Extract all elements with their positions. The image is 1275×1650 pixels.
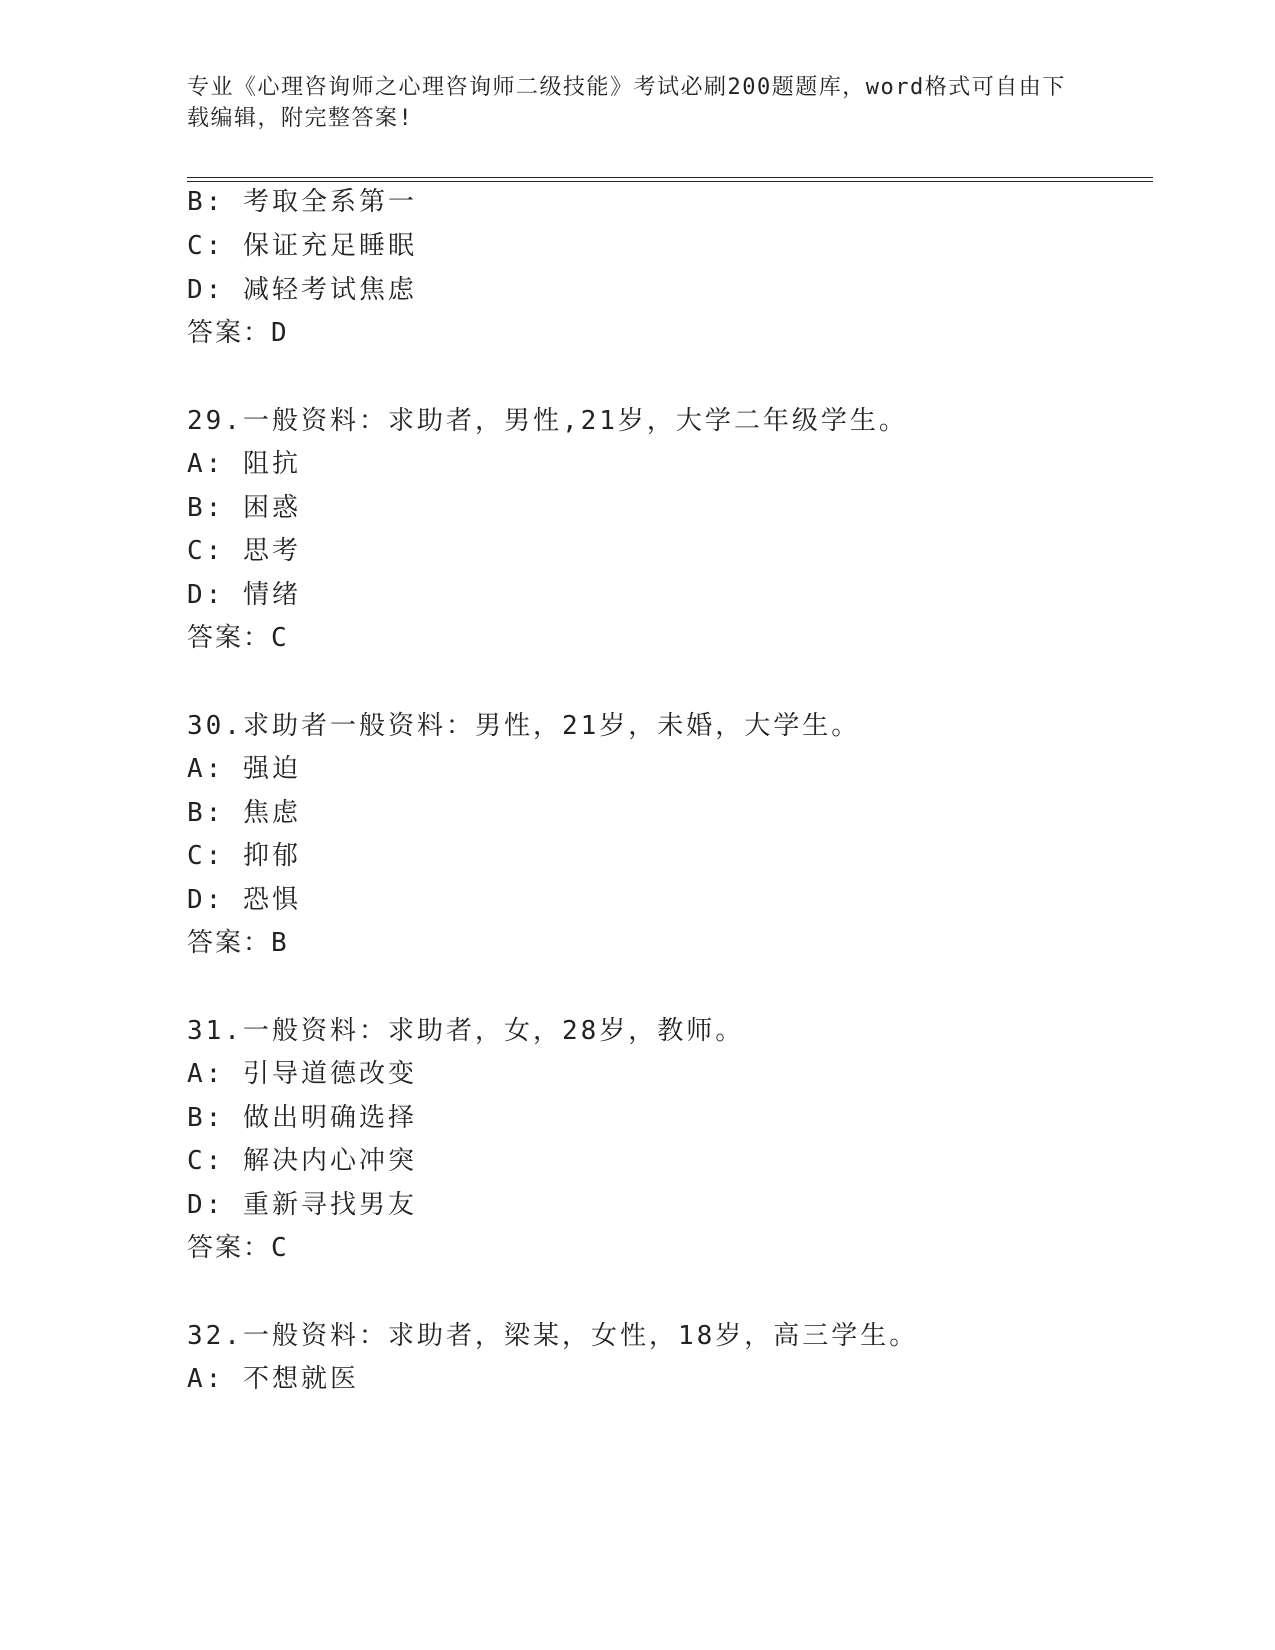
option-b-q29: B: 困惑	[187, 493, 301, 523]
answer-q31: 答案：C	[187, 1233, 289, 1263]
option-d-q31: D: 重新寻找男友	[187, 1190, 417, 1220]
option-d-q28: D: 减轻考试焦虑	[187, 275, 417, 305]
answer-q28: 答案：D	[187, 318, 289, 348]
question-31: 31.一般资料：求助者，女，28岁，教师。	[187, 1016, 745, 1046]
option-d-q29: D: 情绪	[187, 580, 301, 610]
option-c-q29: C: 思考	[187, 536, 301, 566]
option-c-q31: C: 解决内心冲突	[187, 1146, 417, 1176]
option-a-q29: A: 阻抗	[187, 449, 301, 479]
option-a-q30: A: 强迫	[187, 754, 301, 784]
option-b-q31: B: 做出明确选择	[187, 1103, 417, 1133]
option-c-q28: C: 保证充足睡眠	[187, 231, 417, 261]
document-header-text: 专业《心理咨询师之心理咨询师二级技能》考试必刷200题题库，word格式可自由下载编辑，附完整答案!	[187, 75, 1066, 131]
answer-q29: 答案：C	[187, 623, 289, 653]
option-b-q28: B: 考取全系第一	[187, 187, 417, 217]
option-d-q30: D: 恐惧	[187, 885, 301, 915]
option-a-q31: A: 引导道德改变	[187, 1059, 417, 1089]
answer-q30: 答案：B	[187, 928, 289, 958]
question-32: 32.一般资料：求助者，梁某，女性，18岁，高三学生。	[187, 1321, 919, 1351]
option-a-q32: A: 不想就医	[187, 1364, 359, 1394]
option-c-q30: C: 抑郁	[187, 841, 301, 871]
question-29: 29.一般资料：求助者，男性,21岁，大学二年级学生。	[187, 406, 908, 436]
option-b-q30: B: 焦虑	[187, 798, 301, 828]
question-30: 30.求助者一般资料：男性，21岁，未婚，大学生。	[187, 711, 861, 741]
